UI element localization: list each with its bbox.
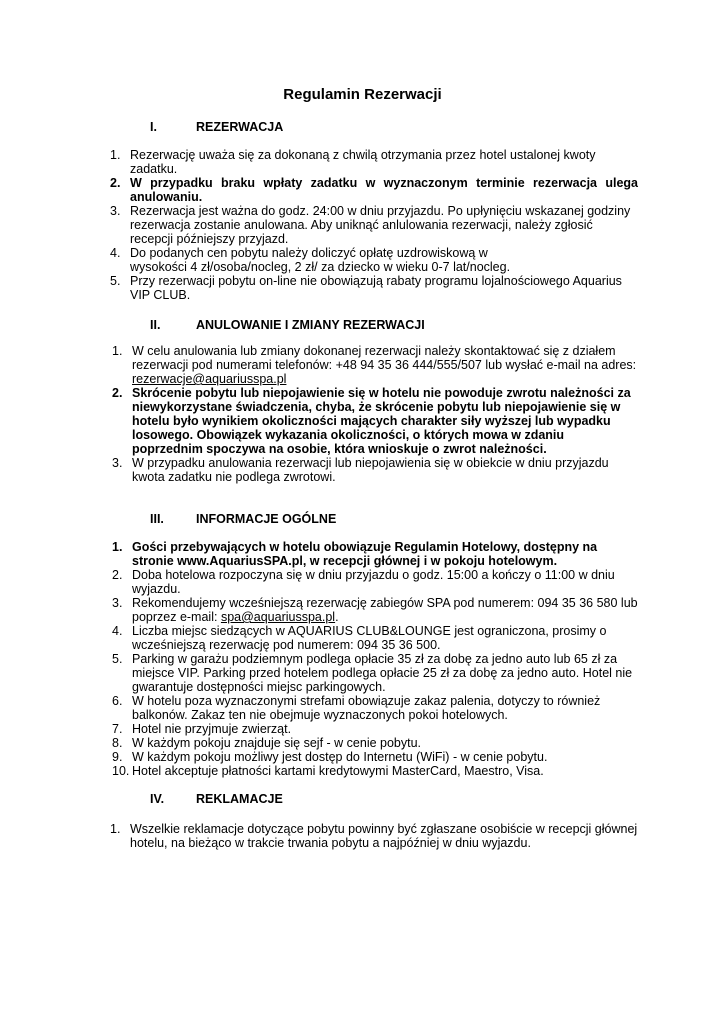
list-item <box>112 456 638 484</box>
item-text: W każdym pokoju znajduje się sejf - w cenie pobytu. <box>132 736 422 750</box>
section-list-rezerwacja <box>110 148 638 302</box>
section-title: REZERWACJA <box>196 120 284 134</box>
section-title: REKLAMACJE <box>196 792 283 806</box>
item-text: Hotel akceptuje płatności kartami kredytowymi MasterCard, Maestro, Visa. <box>132 764 544 778</box>
item-text: Skrócenie pobytu lub niepojawienie się w hotelu nie powoduje zwrotu należności za niewykorzystane świadczenia, chyba, że skrócenie pobytu lub niepojawienie się w hotelu było wynikiem okoliczności mających charakter siły wyższej lub wypadku losowego. Obowiązek wykazania okoliczności, o których mowa w zdaniu poprzednim spoczywa na osobie, która wnioskuje o zwrot należności. <box>132 386 631 456</box>
list-item <box>110 148 638 176</box>
list-item <box>112 596 638 624</box>
section-number: II. <box>150 318 161 332</box>
section-heading-anulowanie <box>150 318 425 333</box>
item-number: 3. <box>112 596 123 610</box>
item-text: W każdym pokoju możliwy jest dostęp do Internetu (WiFi) - w cenie pobytu. <box>132 750 548 764</box>
list-item <box>112 750 638 764</box>
section-heading-rezerwacja <box>150 120 283 135</box>
item-text: W przypadku braku wpłaty zadatku w wyznaczonym terminie rezerwacja ulega anulowaniu. <box>130 176 638 204</box>
item-text: Do podanych cen pobytu należy doliczyć opłatę uzdrowiskową w wysokości 4 zł/osoba/nocleg, 2 zł/ za dziecko w wieku 0-7 lat/nocleg. <box>130 246 511 274</box>
item-text: Liczba miejsc siedzących w AQUARIUS CLUB&LOUNGE jest ograniczona, prosimy o wcześniejszą rezerwację pod numerem: 094 35 36 500. <box>132 624 607 652</box>
item-text: Gości przebywających w hotelu obowiązuje Regulamin Hotelowy, dostępny na stronie www.AquariusSPA.pl, w recepcji głównej i w pokoju hotelowym. <box>132 540 598 568</box>
item-text: Wszelkie reklamacje dotyczące pobytu powinny być zgłaszane osobiście w recepcji głównej hotelu, na bieżąco w trakcie trwania pobytu a najpóźniej w dniu wyjazdu. <box>130 822 638 850</box>
item-text-tail: . <box>335 610 339 624</box>
item-text: Hotel nie przyjmuje zwierząt. <box>132 722 292 736</box>
list-item <box>110 274 638 302</box>
item-number: 5. <box>112 652 123 666</box>
list-item <box>112 344 638 386</box>
section-number: I. <box>150 120 157 134</box>
item-number: 1. <box>112 540 123 554</box>
item-number: 1. <box>112 344 123 358</box>
list-item <box>110 246 638 274</box>
item-text: Rezerwacja jest ważna do godz. 24:00 w dniu przyjazdu. Po upłynięciu wskazanej godziny rezerwacja zostanie anulowana. Aby uniknąć anlulowania rezerwacji, należy zgłosić recepcji późniejszy przyjazd. <box>130 204 631 246</box>
item-text: W celu anulowania lub zmiany dokonanej rezerwacji należy skontaktować się z działem rezerwacji pod numerami telefonów: +48 94 35 36 444/555/507 lub wysłać e-mail na adres: <box>132 344 637 372</box>
list-item <box>112 694 638 722</box>
spa-email-link[interactable]: spa@aquariusspa.pl <box>220 610 336 624</box>
item-number: 1. <box>110 822 121 836</box>
section-list-informacje <box>112 540 638 778</box>
item-number: 10. <box>112 764 130 778</box>
item-number: 9. <box>112 750 123 764</box>
item-text: Doba hotelowa rozpoczyna się w dniu przyjazdu o godz. 15:00 a kończy o 11:00 w dniu wyjazdu. <box>132 568 615 596</box>
item-number: 4. <box>110 246 121 260</box>
section-list-reklamacje <box>110 822 638 850</box>
list-item <box>110 204 638 246</box>
document-title: Regulamin Rezerwacji <box>283 86 442 103</box>
reservation-email-link[interactable]: rezerwacje@aquariusspa.pl <box>132 372 287 386</box>
section-number: IV. <box>150 792 165 806</box>
item-text: W przypadku anulowania rezerwacji lub niepojawienia się w obiekcie w dniu przyjazdu kwota zadatku nie podlega zwrotowi. <box>132 456 609 484</box>
list-item <box>112 722 638 736</box>
list-item <box>110 176 638 204</box>
item-number: 4. <box>112 624 123 638</box>
list-item <box>112 540 638 568</box>
list-item <box>112 764 638 778</box>
section-heading-informacje <box>150 512 336 527</box>
item-number: 2. <box>112 568 123 582</box>
item-number: 3. <box>112 456 123 470</box>
section-title: ANULOWANIE I ZMIANY REZERWACJI <box>196 318 425 332</box>
item-number: 7. <box>112 722 123 736</box>
item-text: Przy rezerwacji pobytu on-line nie obowiązują rabaty programu lojalnościowego Aquarius VIP CLUB. <box>130 274 622 302</box>
list-item <box>112 568 638 596</box>
section-list-anulowanie <box>112 344 638 484</box>
item-text: Parking w garażu podziemnym podlega opłacie 35 zł za dobę za jedno auto lub 65 zł za miejsce VIP. Parking przed hotelem podlega opłacie 25 zł za dobę za jedno auto. Hotel nie gwarantuje dostępności miejsc parkingowych. <box>132 652 633 694</box>
item-number: 6. <box>112 694 123 708</box>
section-heading-reklamacje <box>150 792 283 807</box>
list-item <box>110 822 638 850</box>
item-number: 1. <box>110 148 121 162</box>
item-text: Rekomendujemy wcześniejszą rezerwację zabiegów SPA pod numerem: 094 35 36 580 lub poprzez e-mail: <box>132 596 638 624</box>
list-item <box>112 736 638 750</box>
item-number: 2. <box>110 176 121 190</box>
list-item <box>112 652 638 694</box>
item-number: 5. <box>110 274 121 288</box>
section-title: INFORMACJE OGÓLNE <box>196 512 337 526</box>
item-number: 2. <box>112 386 123 400</box>
item-number: 3. <box>110 204 121 218</box>
item-text: W hotelu poza wyznaczonymi strefami obowiązuje zakaz palenia, dotyczy to również balkonów. Zakaz ten nie obejmuje wyznaczonych pokoi hotelowych. <box>132 694 601 722</box>
section-number: III. <box>150 512 164 526</box>
item-text: Rezerwację uważa się za dokonaną z chwilą otrzymania przez hotel ustalonej kwoty zadatku. <box>130 148 596 176</box>
list-item <box>112 624 638 652</box>
item-number: 8. <box>112 736 123 750</box>
list-item <box>112 386 638 456</box>
